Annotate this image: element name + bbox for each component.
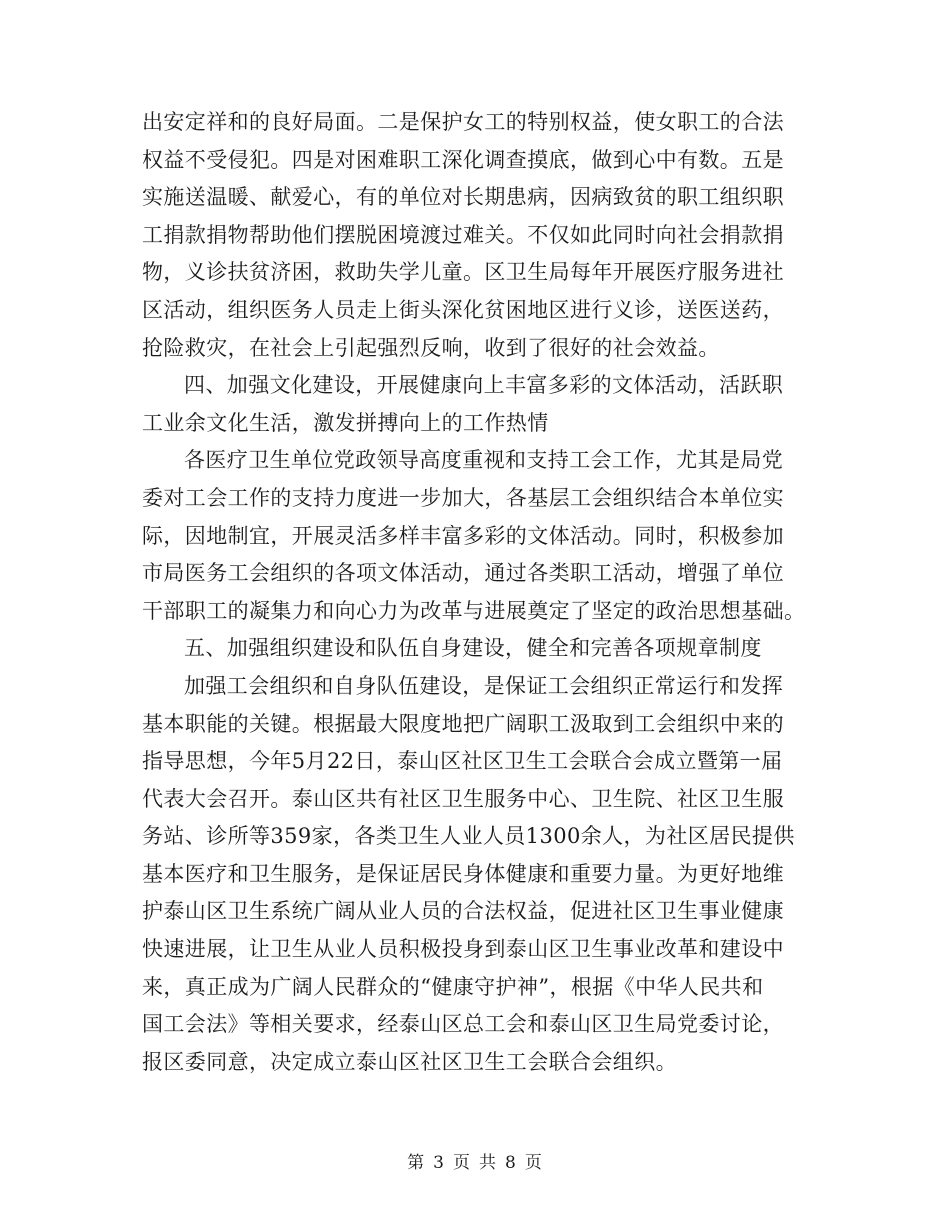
text-line: 干部职工的凝集力和向心力为改革与进展奠定了坚定的政治思想基础。 (142, 598, 806, 623)
text-line: 际，因地制宜，开展灵活多样丰富多彩的文体活动。同时，积极参加 (142, 523, 784, 548)
text-line: 报区委同意，决定成立泰山区社区卫生工会联合会组织。 (142, 1049, 677, 1074)
text-line: 工业余文化生活，激发拼搏向上的工作热情 (142, 410, 549, 435)
text-line: 工捐款捐物帮助他们摆脱困境渡过难关。不仅如此同时向社会捐款捐 (142, 222, 784, 247)
footer-page-word: 页 (453, 1153, 471, 1173)
text-line: 代表大会召开。泰山区共有社区卫生服务中心、卫生院、社区卫生服 (142, 786, 784, 811)
footer-current-page: 3 (433, 1153, 445, 1173)
footer-suffix: 页 (524, 1153, 543, 1173)
text-line: 快速进展，让卫生从业人员积极投身到泰山区卫生事业改革和建设中 (142, 937, 784, 962)
text-line: 来，真正成为广阔人民群众的“健康守护神”，根据《中华人民共和 (142, 974, 764, 999)
text-line: 基本职能的关键。根据最大限度地把广阔职工汲取到工会组织中来的 (142, 711, 784, 736)
text-line: 国工会法》等相关要求，经泰山区总工会和泰山区卫生局党委讨论， (142, 1012, 784, 1037)
text-line: 五、加强组织建设和队伍自身建设，健全和完善各项规章制度 (184, 636, 762, 661)
footer-prefix: 第 (407, 1153, 426, 1173)
text-line: 各医疗卫生单位党政领导高度重视和支持工会工作，尤其是局党 (184, 448, 784, 473)
text-line: 实施送温暖、献爱心，有的单位对长期患病，因病致贫的职工组织职 (142, 185, 784, 210)
text-line: 出安定祥和的良好局面。二是保护女工的特别权益，使女职工的合法 (142, 110, 784, 134)
footer-total-word: 共 (479, 1153, 497, 1173)
page-footer (0, 1148, 950, 1173)
text-line: 权益不受侵犯。四是对困难职工深化调查摸底，做到心中有数。五是 (142, 147, 784, 172)
text-line: 委对工会工作的支持力度进一步加大，各基层工会组织结合本单位实 (142, 485, 784, 510)
document-body (142, 104, 812, 1081)
text-line: 护泰山区卫生系统广阔从业人员的合法权益，促进社区卫生事业健康 (142, 899, 784, 924)
text-line: 区活动，组织医务人员走上街头深化贫困地区进行义诊，送医送药， (142, 297, 784, 322)
text-line: 基本医疗和卫生服务，是保证居民身体健康和重要力量。为更好地维 (142, 861, 784, 886)
text-line: 加强工会组织和自身队伍建设，是保证工会组织正常运行和发挥 (184, 673, 784, 698)
text-line: 指导思想，今年5月22日，泰山区社区卫生工会联合会成立暨第一届 (142, 749, 783, 774)
text-line: 市局医务工会组织的各项文体活动，通过各类职工活动，增强了单位 (142, 561, 784, 586)
text-line: 物，义诊扶贫济困，救助失学儿童。区卫生局每年开展医疗服务进社 (142, 260, 784, 285)
text-line: 抢险救灾，在社会上引起强烈反响，收到了很好的社会效益。 (142, 335, 720, 360)
text-line: 四、加强文化建设，开展健康向上丰富多彩的文体活动，活跃职 (184, 373, 784, 398)
text-line: 务站、诊所等359家，各类卫生人业人员1300余人，为社区居民提供 (142, 824, 795, 849)
footer-total-pages: 8 (505, 1153, 517, 1173)
